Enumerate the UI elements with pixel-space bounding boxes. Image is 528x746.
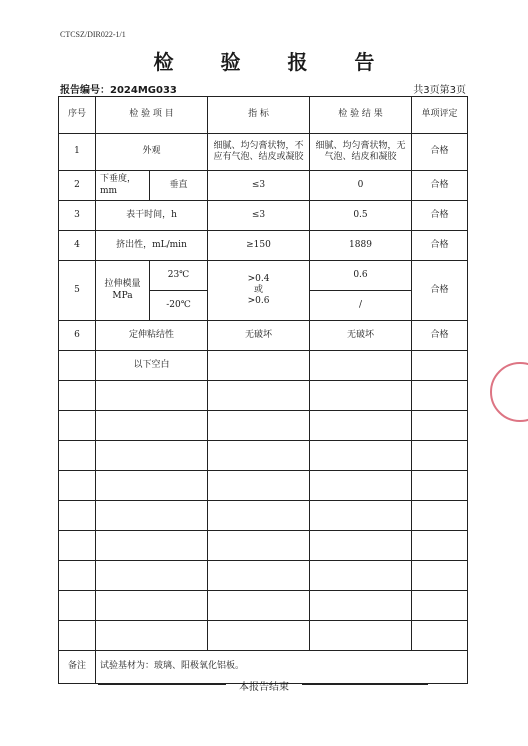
table-row (59, 171, 468, 201)
row-spec: 无破坏 (208, 321, 310, 351)
blank-cell (412, 351, 468, 381)
row-no: 4 (59, 231, 96, 261)
row-item-sub: 23℃ (150, 261, 208, 291)
remark-label: 备注 (59, 651, 96, 684)
inspection-table (58, 96, 468, 684)
col-header-result: 检 验 结 果 (310, 97, 412, 134)
blank-row (59, 441, 468, 471)
col-header-verdict: 单项评定 (412, 97, 468, 134)
row-no: 6 (59, 321, 96, 351)
report-title: 检 验 报 告 (153, 50, 395, 74)
row-item-sub: -20℃ (150, 291, 208, 321)
report-number: 报告编号：2024MG033 (60, 85, 177, 96)
row-no: 2 (59, 171, 96, 201)
row-verdict: 合格 (412, 261, 468, 321)
row-spec: ≤3 (208, 201, 310, 231)
blank-row (59, 591, 468, 621)
blank-row (59, 561, 468, 591)
table-row (59, 201, 468, 231)
blank-row (59, 471, 468, 501)
row-result: 0.6 (310, 261, 412, 291)
row-result: / (310, 291, 412, 321)
row-item: 定伸粘结性 (96, 321, 208, 351)
document-code: CTCSZ/DIR022-1/1 (60, 30, 126, 39)
blank-row (59, 411, 468, 441)
report-end-text: 本报告结束 (239, 682, 289, 693)
row-no: 1 (59, 134, 96, 171)
row-verdict: 合格 (412, 321, 468, 351)
row-item: 拉伸模量 MPa (96, 261, 150, 321)
row-item: 表干时间，h (96, 201, 208, 231)
row-verdict: 合格 (412, 171, 468, 201)
table-row (59, 351, 468, 381)
row-result: 0.5 (310, 201, 412, 231)
row-no: 3 (59, 201, 96, 231)
col-header-item: 检 验 项 目 (96, 97, 208, 134)
row-item-sub: 垂直 (150, 171, 208, 201)
row-item: 下垂度，mm (96, 171, 150, 201)
blank-note: 以下空白 (96, 351, 208, 381)
table-row (59, 231, 468, 261)
row-result: 细腻、均匀膏状物，无气泡、结皮和凝胶 (310, 134, 412, 171)
table-header-row (59, 97, 468, 134)
row-item: 挤出性，mL/min (96, 231, 208, 261)
col-header-no: 序号 (59, 97, 96, 134)
blank-row (59, 621, 468, 651)
table-row (59, 321, 468, 351)
blank-cell (310, 351, 412, 381)
row-spec: 细腻、均匀膏状物，不应有气泡、结皮或凝胶 (208, 134, 310, 171)
blank-row (59, 501, 468, 531)
row-spec: ≥150 (208, 231, 310, 261)
row-result: 0 (310, 171, 412, 201)
seal-stamp (490, 362, 528, 422)
row-spec: ≤3 (208, 171, 310, 201)
blank-row (59, 531, 468, 561)
col-header-spec: 指 标 (208, 97, 310, 134)
spec-line-or: 或 (253, 284, 263, 295)
blank-cell (208, 351, 310, 381)
footer-rule-right (302, 684, 428, 685)
row-verdict: 合格 (412, 134, 468, 171)
row-result: 无破坏 (310, 321, 412, 351)
spec-line-1: >0.4 (247, 273, 270, 284)
blank-cell (59, 351, 96, 381)
table-row (59, 134, 468, 171)
table-row (59, 261, 468, 291)
remark-text: 试验基材为：玻璃、阳极氧化铝板。 (96, 651, 468, 684)
blank-row (59, 381, 468, 411)
spec-line-2: >0.6 (247, 296, 270, 307)
page-indicator: 共3页第3页 (413, 85, 466, 96)
row-verdict: 合格 (412, 201, 468, 231)
row-result: 1889 (310, 231, 412, 261)
row-no: 5 (59, 261, 96, 321)
row-spec (208, 261, 310, 321)
row-item: 外观 (96, 134, 208, 171)
row-verdict: 合格 (412, 231, 468, 261)
